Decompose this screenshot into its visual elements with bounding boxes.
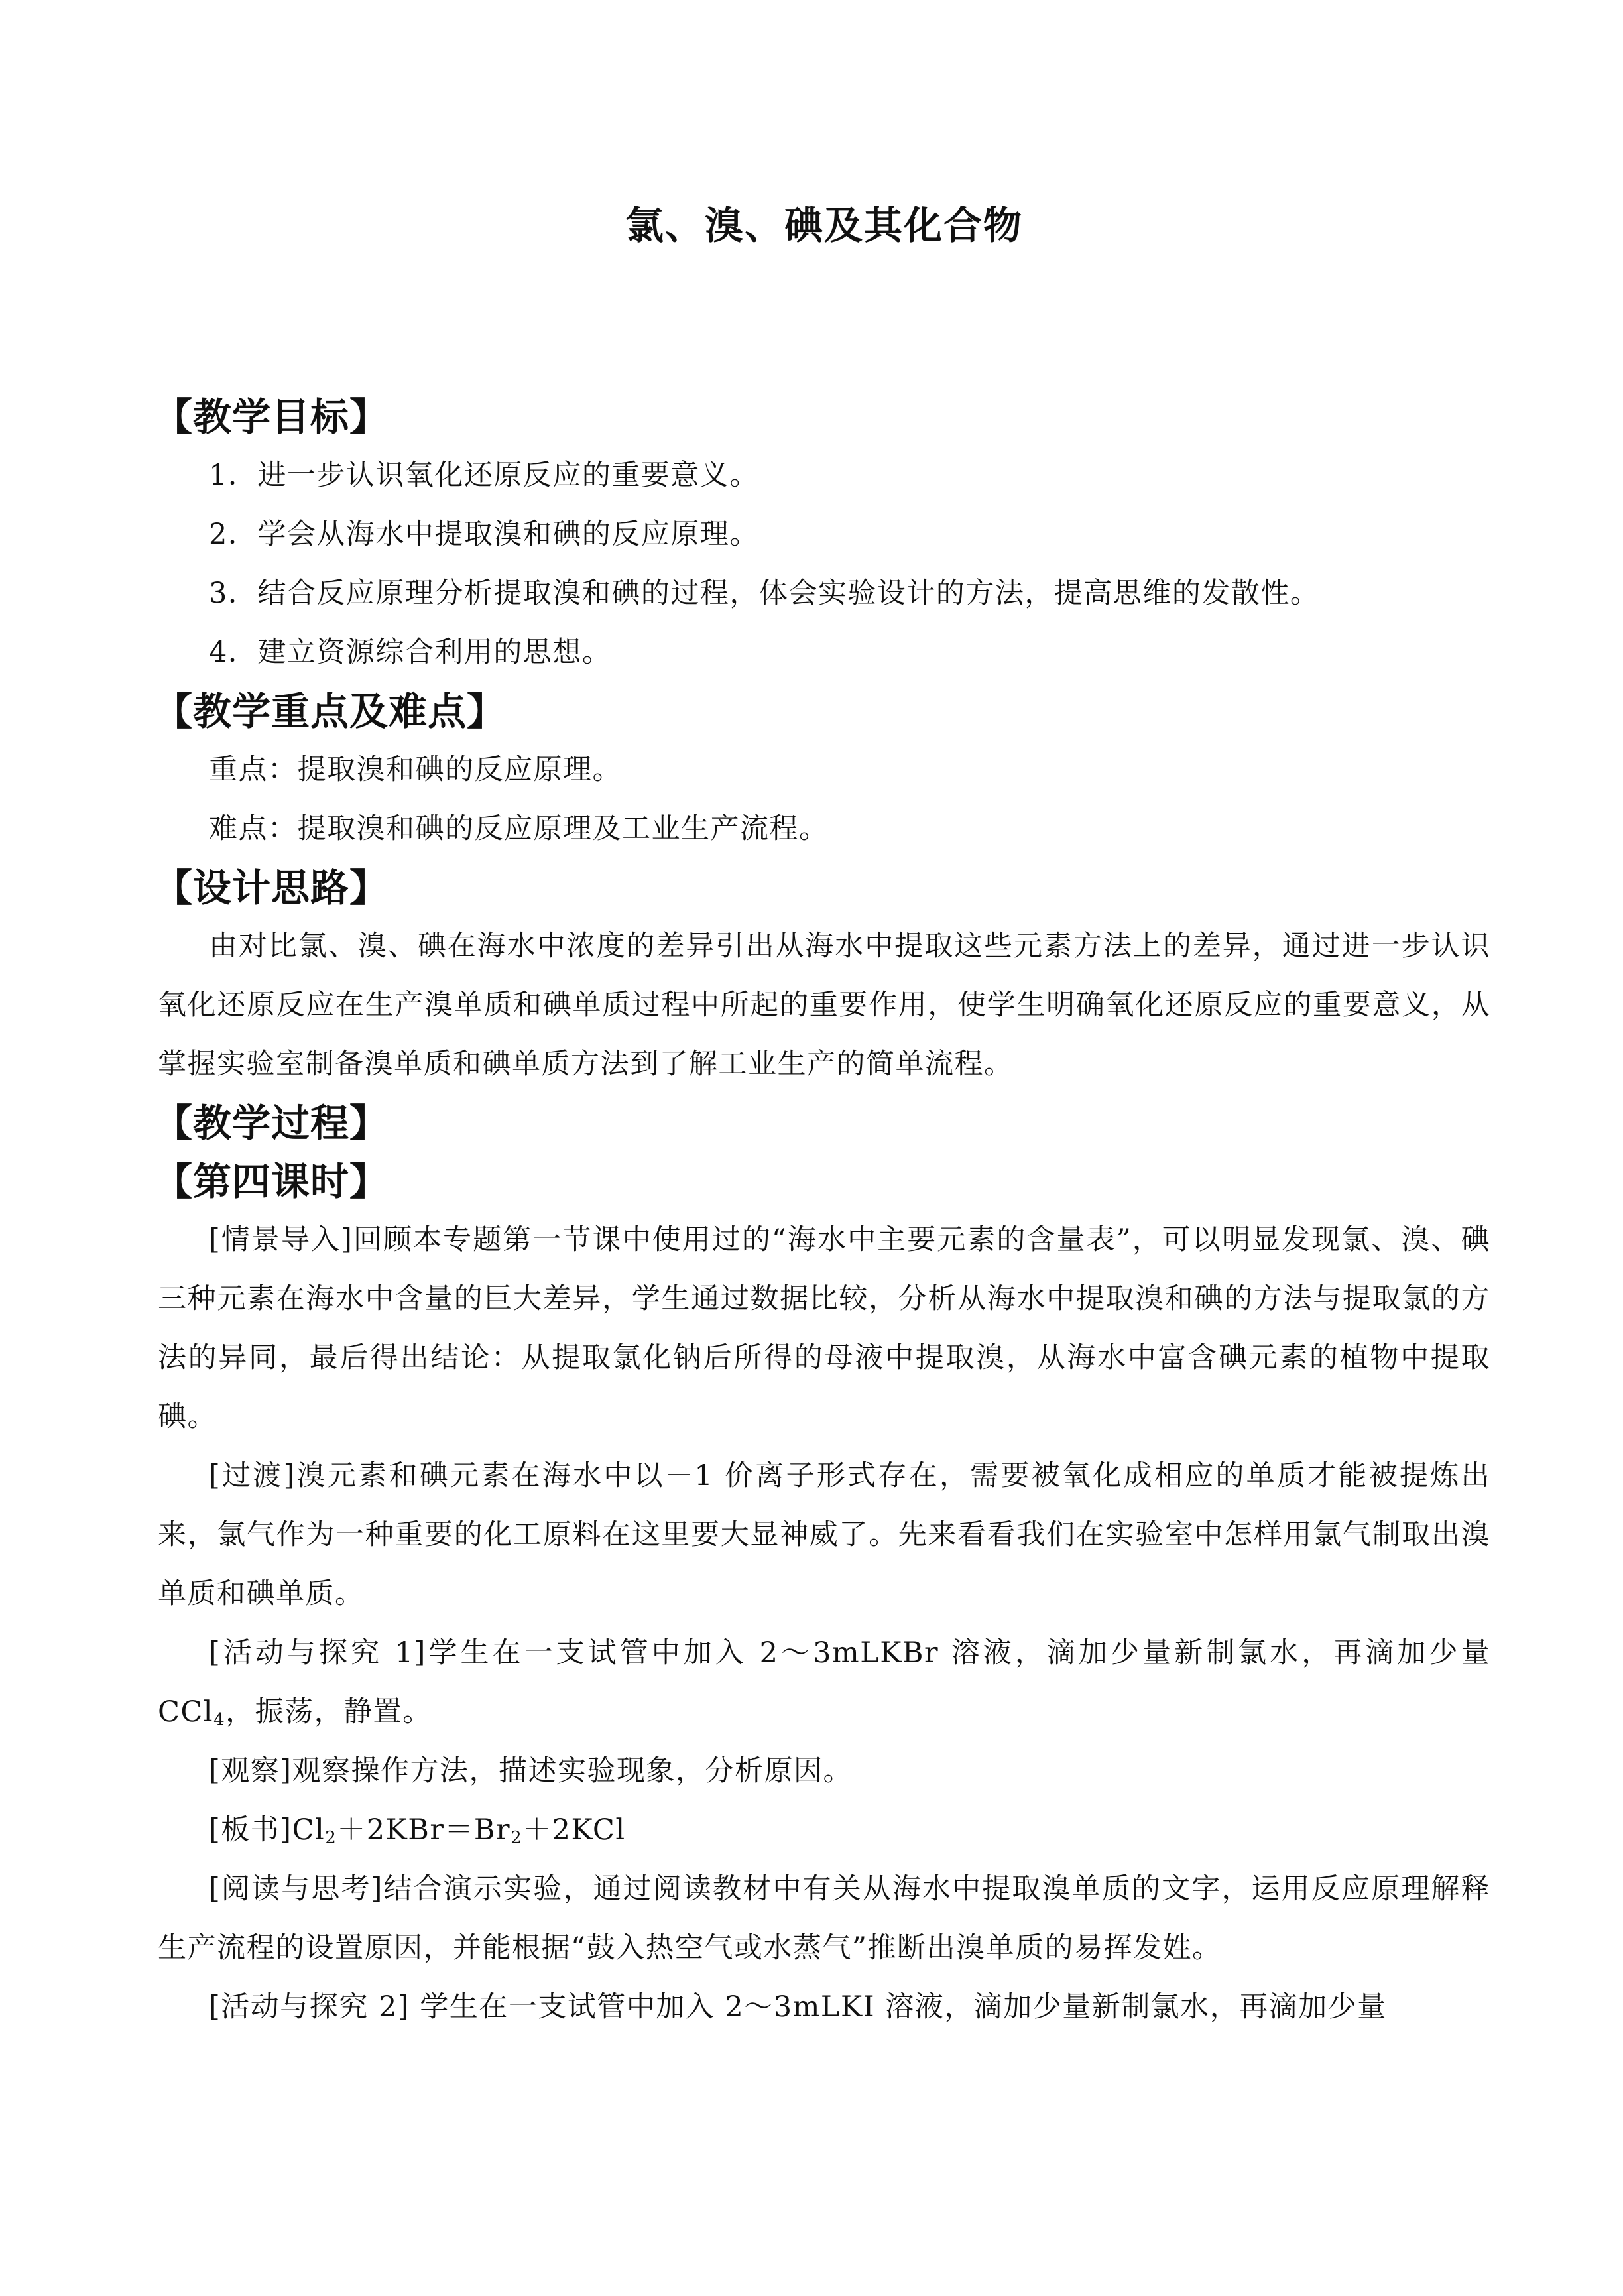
objective-item-3: 3．结合反应原理分析提取溴和碘的过程，体会实验设计的方法，提高思维的发散性。 [209, 577, 1320, 610]
design-paragraph: 由对比氯、溴、碘在海水中浓度的差异引出从海水中提取这些元素方法上的差异，通过进一步认识氧化还原反应在生产溴单质和碘单质过程中所起的重要作用，使学生明确氧化还原反应的重要意义，从掌握实验室制备溴单质和碘单质方法到了解工业生产的简单流程。 [158, 930, 1490, 1081]
objective-item-4: 4．建立资源综合利用的思想。 [209, 636, 612, 669]
observe-paragraph: [观察]观察操作方法，描述实验现象，分析原因。 [209, 1754, 853, 1787]
reading-paragraph: [阅读与思考]结合演示实验，通过阅读教材中有关从海水中提取溴单质的文字，运用反应原理解释生产流程的设置原因，并能根据“鼓入热空气或水蒸气”推断出溴单质的易挥发姓。 [158, 1872, 1490, 1964]
document-title: 氯、溴、碘及其化合物 [625, 203, 1023, 248]
heading-process: 【教学过程】 [154, 1101, 389, 1146]
board-equation-part-3: ＋2KCl [522, 1813, 626, 1846]
heading-objectives: 【教学目标】 [154, 394, 389, 440]
ccl4-subscript: 4 [213, 1710, 226, 1730]
heading-design: 【设计思路】 [154, 865, 389, 910]
br2-subscript: 2 [511, 1828, 523, 1848]
heading-lesson-4: 【第四课时】 [154, 1159, 389, 1204]
key-point-focus: 重点：提取溴和碘的反应原理。 [209, 753, 622, 786]
intro-paragraph: [情景导入]回顾本专题第一节课中使用过的“海水中主要元素的含量表”，可以明显发现氯、溴、碘三种元素在海水中含量的巨大差异，学生通过数据比较，分析从海水中提取溴和碘的方法与提取氯的方法的异同，最后得出结论：从提取氯化钠后所得的母液中提取溴，从海水中富含碘元素的植物中提取碘。 [158, 1223, 1490, 1433]
objective-item-2: 2．学会从海水中提取溴和碘的反应原理。 [209, 518, 759, 551]
key-point-difficulty: 难点：提取溴和碘的反应原理及工业生产流程。 [209, 812, 829, 845]
document-page [154, 199, 1490, 2037]
board-equation-part-2: ＋2KBr＝Br [337, 1813, 511, 1846]
activity-1-text: [活动与探究 1]学生在一支试管中加入 2～3mLKBr 溶液，滴加少量新制氯水，再滴加少量 CCl [158, 1636, 1490, 1728]
activity-1-text-end: ，振荡，静置。 [225, 1695, 432, 1728]
objective-item-1: 1．进一步认识氧化还原反应的重要意义。 [209, 459, 759, 492]
cl2-subscript: 2 [325, 1828, 337, 1848]
transition-paragraph: [过渡]溴元素和碘元素在海水中以－1 价离子形式存在，需要被氧化成相应的单质才能被提炼出来，氯气作为一种重要的化工原料在这里要大显神威了。先来看看我们在实验室中怎样用氯气制取出溴单质和碘单质。 [158, 1459, 1490, 1610]
activity-2-paragraph: [活动与探究 2] 学生在一支试管中加入 2～3mLKI 溶液，滴加少量新制氯水，再滴加少量 [209, 1990, 1387, 2024]
board-equation [158, 1801, 1490, 1860]
activity-1-paragraph [158, 1624, 1490, 1742]
board-equation-part-1: [板书]Cl [209, 1813, 326, 1846]
heading-key-points: 【教学重点及难点】 [154, 689, 507, 734]
